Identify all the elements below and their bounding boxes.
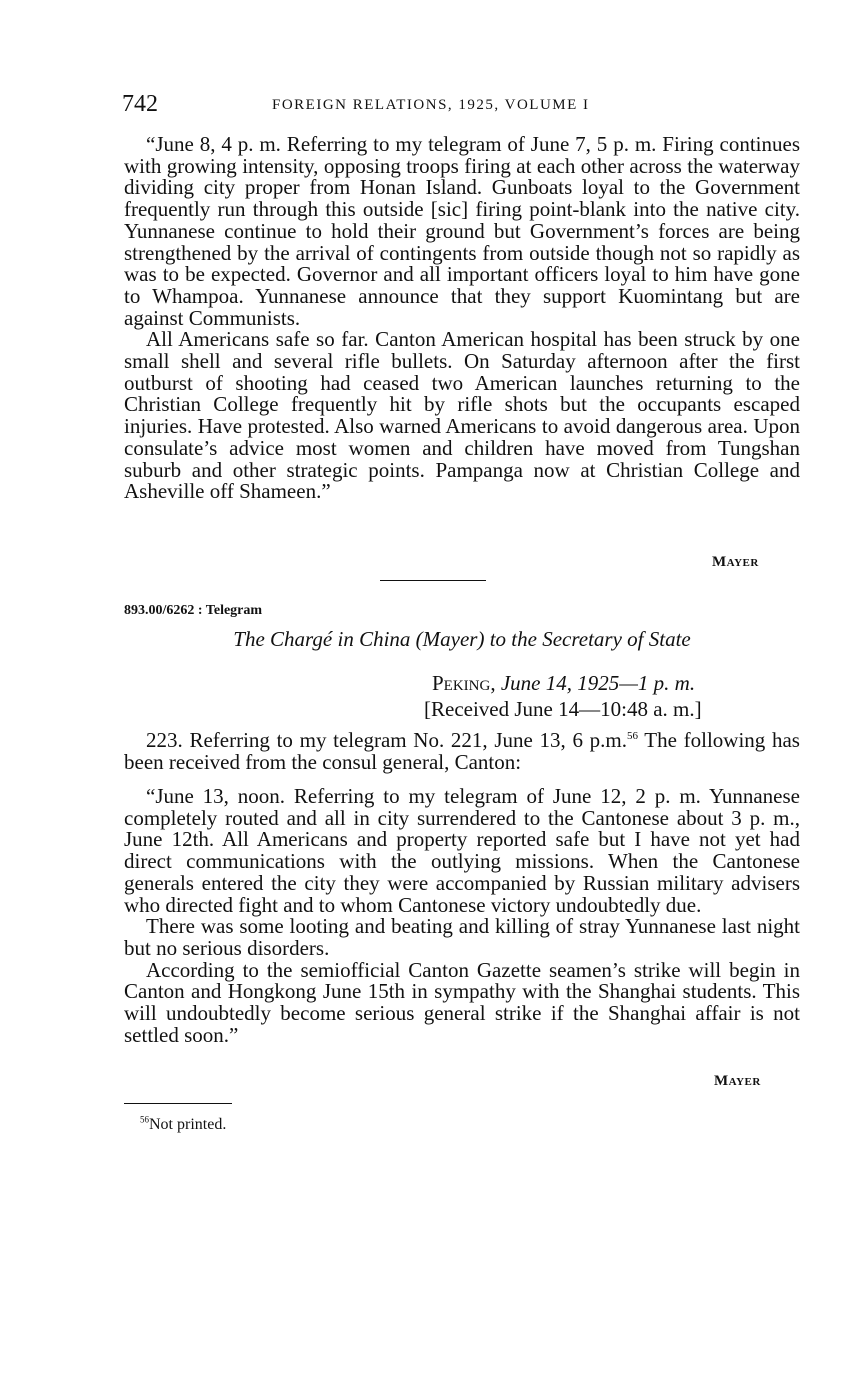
intro-text-rest: The following has been received from the consul general, Canton: — [124, 728, 800, 774]
dateline-place: Peking, — [432, 671, 496, 695]
paragraph: There was some looting and beating and killing of stray Yunnanese last night but no serious disorders. — [124, 914, 800, 960]
telegram-223-intro — [124, 730, 800, 773]
footnote-mark: 56 — [140, 1114, 149, 1125]
footnote-text: Not printed. — [149, 1116, 227, 1133]
telegram-june-8-text — [124, 134, 800, 503]
paragraph: According to the semiofficial Canton Gazette seamen’s strike will begin in Canton and Hongkong June 15th in sympathy with the Shanghai students. This will undoubtedly become serious general strike if the Shanghai affair is not settled soon.” — [124, 957, 800, 1047]
signature-mayer: Mayer — [712, 554, 759, 570]
section-divider — [380, 580, 486, 581]
running-head: FOREIGN RELATIONS, 1925, VOLUME I — [272, 97, 590, 113]
intro-text: 223. Referring to my telegram No. 221, June 13, 6 p.m. — [146, 728, 627, 752]
footnote-reference: 56 — [626, 730, 638, 742]
paragraph: “June 13, noon. Referring to my telegram of June 12, 2 p. m. Yunnanese completely routed and all in city surrendered to the Cantonese about 3 p. m., June 12th. All Americans and property reported safe but I have not yet had direct communications with the outlying missions. When the Cantonese generals entered the city they were accompanied by Russian military advisers who directed fight and to whom Cantonese victory undoubtedly due. — [124, 784, 800, 917]
footnote — [140, 1116, 226, 1134]
footnote-rule — [124, 1103, 232, 1104]
file-reference: 893.00/6262 : Telegram — [124, 603, 263, 618]
intro-paragraph — [124, 730, 800, 773]
page-header — [122, 90, 802, 118]
document-title: The Chargé in China (Mayer) to the Secretary of State — [233, 627, 691, 651]
telegram-june-13-text — [124, 786, 800, 1046]
paragraph: “June 8, 4 p. m. Referring to my telegram of June 7, 5 p. m. Firing continues with growing intensity, opposing troops firing at each other across the waterway dividing city proper from Honan Island. Gunboats loyal to the Government frequently run through this outside [sic] firing point-blank into the native city. Yunnanese continue to hold their ground but Government’s forces are being strengthened by the arrival of contingents from outside though not so rapidly as was to be expected. Governor and all important officers loyal to him have gone to Whampoa. Yunnanese announce that they support Kuomintang but are against Communists. — [124, 132, 800, 330]
paragraph: All Americans safe so far. Canton American hospital has been struck by one small shell and several rifle bullets. On Saturday afternoon after the first outburst of shooting had ceased two American launches returning to the Christian College frequently hit by rifle shots but the occupants escaped injuries. Have protested. Also warned Americans to avoid dangerous area. Upon consulate’s advice most women and children have moved from Tungshan suburb and other strategic points. Pampanga now at Christian College and Asheville off Shameen.” — [124, 327, 800, 504]
signature-mayer: Mayer — [714, 1073, 761, 1089]
received-line: [Received June 14—10:48 a. m.] — [424, 697, 702, 721]
dateline — [432, 671, 695, 696]
page-number: 742 — [122, 91, 158, 117]
dateline-date: June 14, 1925—1 p. m. — [500, 671, 696, 695]
